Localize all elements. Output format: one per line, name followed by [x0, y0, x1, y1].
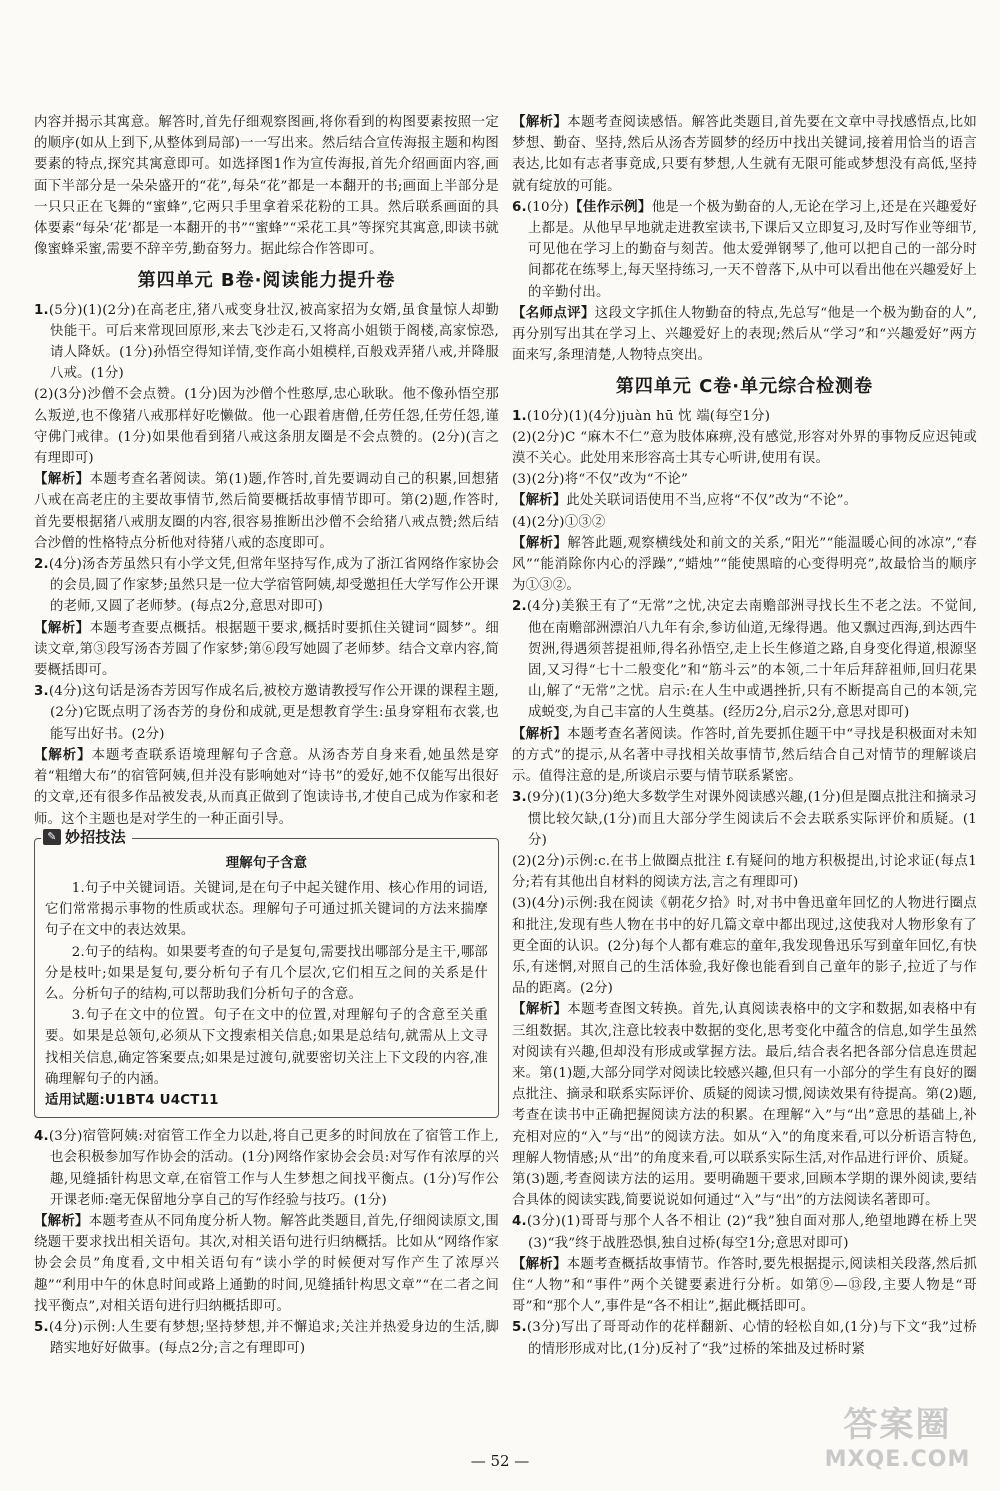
- tip-title: 理解句子含意: [225, 855, 308, 871]
- analysis-text: 本题考查要点概括。根据题干要求,概括时要抓住关键词“圆梦”。细读文章,第③段写汤杏芳圆了作家梦;第⑥段写她圆了老师梦。结合文章内容,简要概括即可。: [34, 620, 499, 679]
- analysis-text: 本题考查概括故事情节。作答时,要先根据提示,阅读相关段落,然后抓住“人物”和“事件”两个关键要素进行分析。如第⑨—⑬段,主要人物是“哥哥”和“那个人”,事件是“各不相让”,据此概括即可。: [512, 1256, 977, 1315]
- page-number: — 52 —: [470, 1452, 530, 1470]
- analysis-tag: 【解析】: [34, 472, 90, 488]
- question-number: 5.: [512, 1320, 527, 1336]
- section-heading-c: 第四单元 C卷·单元综合检测卷: [615, 376, 874, 398]
- c-analysis-3: [512, 999, 977, 1211]
- question-number: 4.: [34, 1129, 49, 1145]
- answer-text: (4分)示例:人生要有梦想;坚持梦想,并不懈追求;关注并热爱身边的生活,脚踏实地好好做事。(每点2分;言之有理即可): [48, 1319, 499, 1357]
- answer-text: (5分)(1)(2分)在高老庄,猪八戒变身壮汉,被高家招为女婿,虽食量惊人却勤快能干。可后来常现回原形,来去飞沙走石,又将高小姐锁于阁楼,高家惊恐,请人降妖。(1分)孙悟空得知详情,变作高小姐模样,百般戏弄猪八戒,并降服八戒。(1分): [48, 302, 499, 382]
- analysis-5: [512, 112, 977, 197]
- analysis-text: 本题考查从不同角度分析人物。解答此类题目,首先,仔细阅读原文,围绕题干要求找出相关语句。其次,对相关语句进行归纳概括。比如从“网络作家协会会员”角度看,文中相关语句有“读小学的时候便对写作产生了浓厚兴趣”“利用中午的休息时间或路上通勤的时间,见缝插针构思文章”“在二者之间找平衡点”,对相关语句进行归纳概括即可。: [34, 1213, 499, 1314]
- tip-box: [34, 827, 499, 1118]
- tip-point-2: 2.句子的结构。如果要考查的句子是复句,需要找出哪部分是主干,哪部分是枝叶;如果是复句,要分析句子有几个层次,它们相互之间的关系是什么。分析句子的结构,可以帮助我们分析句子的含意。: [45, 944, 489, 1002]
- analysis-text: 本题考查名著阅读。作答时,首先要抓住题干中“寻找是积极面对未知的方式”的提示,从名著中寻找相关故事情节,然后结合自己对情节的理解谈启示。值得注意的是,所谈启示要与情节联系紧密。: [512, 726, 977, 785]
- question-1-part-2: (2)(3分)沙僧不会点赞。(1分)因为沙僧个性憨厚,忠心耿耿。他不像孙悟空那么叛逆,也不像猪八戒那样好吃懒做。他一心跟着唐僧,任劳任怨,任劳任怨,谨守佛门戒律。(1分)如果他看到猪八戒这条朋友圈是不会点赞的。(2分)(言之有理即可): [34, 387, 499, 467]
- teacher-review: [512, 303, 977, 367]
- right-column: [512, 112, 977, 1360]
- analysis-tag: 【解析】: [512, 1002, 568, 1018]
- answer-text: (4分)美猴王有了“无常”之忧,决定去南赡部洲寻找长生不老之法。不觉间,他在南赡部洲漂泊八九年有余,参访仙道,无缘得遇。他又飘过西海,到达西牛贺洲,得遇须菩提祖师,得名孙悟空,走上长生修道之路,自身变化得道,根源坚固,又习得“七十二般变化”和“筋斗云”的本领,二十年后拜辞祖师,回归花果山,解了“无常”之忧。启示:在人生中或遇挫折,只有不断提高自己的本领,完成蜕变,为自己丰富的人生奠基。(经历2分,启示2分,意思对即可): [526, 599, 977, 721]
- answer-text: (3分)写出了哥哥动作的花样翻新、心情的轻松自如,(1分)与下文“我”过桥的情形形成对比,(1分)反衬了“我”过桥的笨拙及过桥时紧: [526, 1320, 977, 1357]
- analysis-text: 此处关联词语使用不当,应将“不仅”改为“不论”。: [566, 493, 858, 509]
- c-question-3-part-3: (3)(4分)示例:我在阅读《朝花夕拾》时,对书中鲁迅童年回忆的人物进行圈点和批注,发现有些人物在书中的好几篇文章中都出现过,这使我对人物形象有了更全面的认识。(2分)每个人都有难忘的童年,我发现鲁迅乐写到童年回忆,有快乐,有迷惘,对照自己的生活体验,我好像也能看到自己童年的影子,拉近了与作品的距离。(2分): [512, 896, 977, 997]
- answer-text: (4分)这句话是汤杏芳因写作成名后,被校方邀请教授写作公开课的课程主题,(2分)它既点明了汤杏芳的身份和成就,更是想教育学生:虽身穿粗布衣裳,也能写出好书。(2分): [48, 684, 499, 742]
- analysis-tag: 【解析】: [512, 535, 568, 551]
- c-question-1-part-3: (3)(2分)将“不仅”改为“不论”: [512, 472, 689, 488]
- question-number: 1.: [512, 408, 527, 424]
- analysis-4: [34, 1211, 499, 1317]
- question-number: 6.: [512, 199, 527, 215]
- c-question-4: [512, 1211, 977, 1253]
- analysis-3: [34, 745, 499, 830]
- analysis-tag: 【解析】: [512, 493, 567, 509]
- answer-text: 他是一个极为勤奋的人,无论在学习上,还是在兴趣爱好上都是。从他早早地就走进教室读书,下课后又立即复习,及时写作业等细节,可见他在学习上的勤奋与刻苦。他太爱弹钢琴了,他可以把自己的一部分时间都花在练琴上,每天坚持练习,一天不曾落下,从中可以看出他在兴趣爱好上的辛勤付出。: [528, 199, 978, 300]
- analysis-tag: 【解析】: [34, 620, 90, 636]
- c-question-3-part-2: (2)(2分)示例:c.在书上做圈点批注 f.有疑问的地方积极提出,讨论求证(每点1分;若有其他出自材料的阅读方法,言之有理即可): [512, 853, 977, 891]
- intro-paragraph: 内容并揭示其寓意。解答时,首先仔细观察图画,将你看到的构图要素按照一定的顺序(如从上到下,从整体到局部)一一写出来。然后结合宣传海报主题和构图要素的特点,探究其寓意即可。如选择图1作为宣传海报,首先介绍画面内容,画面下半部分是一朵朵盛开的“花”,每朵“花”都是一本翻开的书;画面上半部分是一只只正在飞舞的“蜜蜂”,它两只手里拿着采花粉的工具。然后联系画面的具体要素“每朵‘花’都是一本翻开的书”“蜜蜂”“采花工具”等探究其寓意,即读书就像蜜蜂采蜜,需要不辞辛劳,勤奋努力。据此综合作答即可。: [34, 115, 499, 258]
- analysis-text: 本题考查联系语境理解句子含意。从汤杏芳自身来看,她虽然是穿着“粗缯大布”的宿管阿姨,但并没有影响她对“诗书”的爱好,她不仅能写出很好的文章,还有很多作品被发表,从而真正做到了饱读诗书,才使自己成为作家和老师。这个主题也是对学生的一种正面引导。: [34, 747, 499, 827]
- answer-text: (3分)(1)哥哥与那个人各不相让 (2)“我”独自面对那人,绝望地蹲在桥上哭 (3)“我”终于战胜恐惧,独自过桥(每空1分;意思对即可): [526, 1214, 977, 1251]
- review-text: 这段文字抓住人物勤奋的特点,先总写“他是一个极为勤奋的人”,再分别写出其在学习上、兴趣爱好上的表现;然后从“学习”和“兴趣爱好”两方面来写,条理清楚,人物特点突出。: [512, 305, 977, 364]
- analysis-tag: 【解析】: [512, 726, 567, 742]
- analysis-tag: 【解析】: [512, 1256, 567, 1272]
- question-2: [34, 554, 499, 618]
- answer-text: (9分)(1)(3分)绝大多数学生对课外阅读感兴趣,(1分)但是圈点批注和摘录习惯比较欠缺,(1分)而且大部分学生阅读后不会去联系实际评价和质疑。(1分): [526, 790, 977, 848]
- question-number: 5.: [34, 1319, 49, 1335]
- c-question-2: [512, 596, 977, 723]
- tip-icon: ✎: [43, 829, 61, 845]
- c-question-5: [512, 1317, 977, 1359]
- question-number: 4.: [512, 1214, 527, 1230]
- analysis-tag: 【解析】: [512, 115, 568, 130]
- analysis-1: [34, 469, 499, 554]
- watermark-logo: [815, 1403, 980, 1483]
- question-score: (10分): [526, 199, 570, 215]
- c-analysis-1-3: [512, 490, 977, 511]
- tip-applicable: 适用试题:U1BT4 U4CT11: [45, 1092, 219, 1108]
- c-question-3: [512, 787, 977, 851]
- analysis-text: 本题考查名著阅读。第(1)题,作答时,首先要调动自己的积累,回想猪八戒在高老庄的主要故事情节,然后简要概括故事情节即可。第(2)题,作答时,首先要根据猪八戒朋友圈的内容,很容易推断出沙僧不会给猪八戒点赞;然后结合沙僧的性格特点分析他对待猪八戒的态度即可。: [34, 472, 499, 551]
- question-number: 2.: [512, 599, 527, 615]
- answer-text: (3分)宿管阿姨:对宿管工作全力以赴,将自己更多的时间放在了宿管工作上,也会积极参加写作协会的活动。(1分)网络作家协会会员:对写作有浓厚的兴趣,见缝插针构思文章,在宿管工作与人生梦想之间找平衡点。(1分)写作公开课老师:毫无保留地分享自己的写作经验与技巧。(1分): [48, 1129, 499, 1208]
- c-analysis-1-4: [512, 533, 977, 597]
- question-number: 1.: [34, 302, 49, 318]
- review-tag: 【名师点评】: [512, 305, 595, 321]
- analysis-tag: 【解析】: [34, 1213, 89, 1229]
- analysis-tag: 【解析】: [34, 747, 92, 763]
- question-1: [34, 300, 499, 385]
- analysis-2: [34, 618, 499, 682]
- question-5: [34, 1317, 499, 1359]
- question-6: [512, 197, 977, 303]
- question-number: 2.: [34, 557, 49, 573]
- tip-box-header: [41, 827, 132, 848]
- section-heading-b: 第四单元 B卷·阅读能力提升卷: [137, 270, 396, 292]
- left-column: [34, 112, 499, 1359]
- question-4: [34, 1126, 499, 1211]
- tip-point-1: 1.句子中关键词语。关键词,是在句子中起关键作用、核心作用的词语,它们常常揭示事物的性质或状态。理解句子可通过抓关键词的方法来揣摩句子在文中的表达效果。: [45, 880, 489, 939]
- answer-text: (10分)(1)(4分)juàn hū 忱 端(每空1分): [526, 408, 771, 424]
- question-number: 3.: [34, 684, 49, 700]
- watermark-logo-text: 答案圈: [843, 1405, 952, 1445]
- c-question-1-part-4: (4)(2分)①③②: [512, 514, 606, 530]
- question-number: 3.: [512, 790, 527, 806]
- tip-label: 妙招技法: [65, 827, 126, 846]
- c-analysis-2: [512, 724, 977, 788]
- analysis-text: 解答此题,观察横线处和前文的关系,“阳光”“能温暖心间的冰凉”,“春风”“能消除你内心的浮躁”,“蜡烛”“能使黑暗的心变得明亮”,故最恰当的顺序为①③②。: [512, 535, 977, 594]
- c-analysis-4: [512, 1254, 977, 1318]
- tip-point-3: 3.句子在文中的位置。句子在文中的位置,对理解句子的含意至关重要。如果是总领句,必须从下文搜索相关信息;如果是总结句,就需从上文寻找相关信息,确定答案要点;如果是过渡句,就要密切关注上下文段的内容,准确理解句子的内涵。: [45, 1008, 488, 1087]
- c-question-1: [512, 406, 977, 427]
- analysis-text: 本题考查图文转换。首先,认真阅读表格中的文字和数据,如表格中有三组数据。其次,注意比较表中数据的变化,思考变化中蕴含的信息,如学生虽然对阅读有兴趣,但却没有形成或掌握方法。最后,结合表名把各部分信息连贯起来。第(1)题,大部分同学对阅读比较感兴趣,但只有一小部分的学生有良好的圈点批注、摘录和联系实际评价、质疑的阅读习惯,阅读效果有待提高。第(2)题,考查在读书中正确把握阅读方法的积累。在理解“入”与“出”意思的基础上,补充相对应的“入”与“出”的阅读方法。如从“入”的角度来看,可以分析语言特色,理解人物情感;从“出”的角度来看,可以联系实际生活,对作品进行评价、质疑。第(3)题,考查阅读方法的运用。要明确题干要求,回顾本学期的课外阅读,要结合具体的阅读实践,简要说说如何通过“入”与“出”的方法阅读名著即可。: [512, 1002, 977, 1209]
- watermark-site-text: MXQE.COM: [824, 1447, 971, 1472]
- sample-tag: 【佳作示例】: [569, 199, 652, 215]
- c-question-1-part-2: (2)(2分)C “麻木不仁”意为肢体麻痹,没有感觉,形容对外界的事物反应迟钝或漠不关心。此处用来形容高士其专心听讲,使用有误。: [512, 429, 977, 467]
- question-3: [34, 681, 499, 745]
- answer-text: (4分)汤杏芳虽然只有小学文凭,但常年坚持写作,成为了浙江省网络作家协会的会员,圆了作家梦;虽然只是一位大学宿管阿姨,却受邀担任大学写作公开课的老师,又圆了老师梦。(每点2分,意思对即可): [48, 557, 499, 615]
- analysis-text: 本题考查阅读感悟。解答此类题目,首先要在文章中寻找感悟点,比如梦想、勤奋、坚持,然后从汤杏芳圆梦的经历中找出关键词,接着用恰当的语言表达,比如有志者事竟成,只要有梦想,人生就有无限可能或梦想没有高低,坚持就有绽放的可能。: [512, 115, 977, 194]
